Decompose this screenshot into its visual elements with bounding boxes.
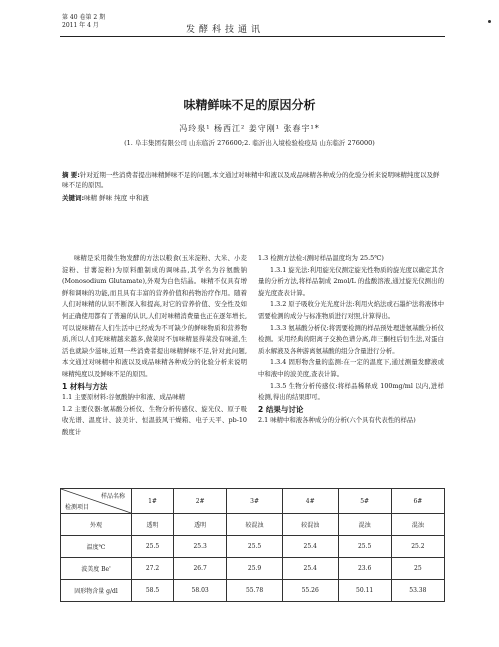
table-row xyxy=(61,558,445,580)
row-label: 固形物含量 g/dl xyxy=(61,580,132,602)
table-cell: 53.38 xyxy=(391,580,444,602)
decorative-dot xyxy=(488,20,491,23)
results-subsection: 2.1 味精中和液各种成分的分析(六个具有代表性的样品) xyxy=(258,416,416,425)
table-cell: 27.2 xyxy=(132,558,174,580)
method-amino-acid-analyzer: 1.3.3 氨基酸分析仪:将需要检测的样品预处理进氨基酸分析仪检测。采用经典的阳离子交换色谱分离,茚三酮柱后衍生法,对蛋白质水解液及各种游离氨基酸的组分含量进行分析。 xyxy=(258,323,444,355)
results-table xyxy=(60,488,445,602)
sample-header: 4# xyxy=(282,489,338,514)
method-biosensor: 1.3.5 生物分析传感仪:将样品稀释成 100mg/ml 以内,进样检测,得出的结果即可。 xyxy=(258,381,444,402)
table-cell: 25.9 xyxy=(227,558,283,580)
journal-name: 发酵科技通讯 xyxy=(186,25,265,35)
table-cell: 较混浊 xyxy=(282,514,338,536)
instruments-item: 1.2 主要仪器:氨基酸分析仪、生物分析传感仪、旋光仪、原子吸收光谱、温度计、波美计、恒温鼓风干燥箱、电子天平、pb-10 酸度计 xyxy=(62,404,247,436)
table-corner-cell xyxy=(61,489,132,514)
issue-info xyxy=(62,14,105,30)
corner-bottom-label: 检测项目 xyxy=(65,504,90,511)
keywords-text: 味精 鲜味 纯度 中和液 xyxy=(84,194,149,202)
table-cell: 透明 xyxy=(174,514,227,536)
sample-header: 5# xyxy=(338,489,391,514)
table-header-row xyxy=(61,489,445,514)
abstract xyxy=(62,170,442,190)
row-label: 波美度 Be' xyxy=(61,558,132,580)
table-cell: 混浊 xyxy=(391,514,444,536)
table-cell: 混浊 xyxy=(338,514,391,536)
table-cell: 58.03 xyxy=(174,580,227,602)
method-solids-content: 1.3.4 固形物含量的监测:在一定的温度下,通过测量发酵液或中和液中的波美度,查表计算。 xyxy=(258,358,444,378)
paper-title: 味精鲜味不足的原因分析 xyxy=(183,98,316,112)
authors: 冯玲泉¹ 杨西江² 姜守刚¹ 张春宇¹* xyxy=(179,124,320,133)
table-cell: 25.3 xyxy=(174,536,227,558)
method-optical-rotation: 1.3.1 旋光法:利用旋光仪测定旋光性物质的旋光度以确定其含量的分析方法,将样品制成 2mol/L 的盐酸溶液,通过旋光仪测出的旋光度查表计算。 xyxy=(258,265,444,297)
table-cell: 25.2 xyxy=(391,536,444,558)
table-cell: 55.26 xyxy=(282,580,338,602)
volume-issue: 第 40 卷第 2 期 xyxy=(62,14,106,21)
keywords xyxy=(62,193,442,202)
method-heading: 1.3 检测方法检:(测时样品温度均为 25.5℃) xyxy=(258,254,384,262)
table-row xyxy=(61,536,445,558)
table-cell: 25.5 xyxy=(227,536,283,558)
table-cell: 58.5 xyxy=(132,580,174,602)
sample-header: 3# xyxy=(227,489,283,514)
sample-header: 6# xyxy=(391,489,444,514)
affiliation: (1. 阜丰集团有限公司 山东临沂 276600;2. 临沂出入境检验检疫局 山东临沂 276000) xyxy=(124,139,375,147)
abstract-label: 摘 要: xyxy=(62,171,80,179)
row-label: 外观 xyxy=(61,514,132,536)
table-cell: 26.7 xyxy=(174,558,227,580)
table-cell: 25.4 xyxy=(282,536,338,558)
table-cell: 透明 xyxy=(132,514,174,536)
corner-top-label: 样品名称 xyxy=(100,493,125,500)
intro-paragraph: 味精是采用微生物发酵的方法以粮食(玉米淀粉、大米、小麦淀粉、甘薯淀粉)为原料酿制成的调味品,其学名为谷氨酸钠(Monosodium Glutamate),外观为白色结晶。味精不仅具有增鲜和调味的功能,而且具有丰富的营养价值和药物治疗作用。随着人们对味精的认识不断深入和提高,对它的营养价值、安全性及如何正确使用都有了普遍的认识,人们对味精消费量也正在逐年增长,可以说味精在人们生活中已经成为不可缺少的鲜味物质和营养物质,所以人们吃味精越来越多,做菜时不加味精显得菜没有味道,生活也就缺少滋味,近期一些消费者提出味精鲜味不足,针对此问题,本文通过对味精中和液以及成品味精各种成分的化验分析来说明味精纯度以及鲜味不足的原因。 xyxy=(62,254,247,378)
section-heading-results: 2 结果与讨论 xyxy=(258,404,304,414)
table-cell: 25.5 xyxy=(132,536,174,558)
table-cell: 23.6 xyxy=(338,558,391,580)
table-cell: 较混浊 xyxy=(227,514,283,536)
right-column xyxy=(258,253,444,427)
sample-header: 2# xyxy=(174,489,227,514)
header-rule xyxy=(60,36,445,37)
table-cell: 25.4 xyxy=(282,558,338,580)
method-atomic-absorption: 1.3.2 原子吸收分光光度计法:利用火焰法或石墨炉法将液体中需要检测的成分与标准物质进行对照,计算得出。 xyxy=(258,300,444,320)
abstract-text: 针对近期一些消费者提出味精鲜味不足的问题,本文通过对味精中和液以及成品味精各种成分的化验分析来说明味精纯度以及鲜味不足的原因。 xyxy=(62,171,440,189)
table-cell: 25 xyxy=(391,558,444,580)
table-cell: 55.78 xyxy=(227,580,283,602)
table-row xyxy=(61,580,445,602)
keywords-label: 关键词: xyxy=(62,194,85,202)
left-column xyxy=(62,253,247,439)
sample-header: 1# xyxy=(132,489,174,514)
materials-item: 1.1 主要原材料:谷氨酸钠中和液、成品味精 xyxy=(62,393,185,402)
section-heading-materials: 1 材料与方法 xyxy=(62,381,108,391)
table-cell: 25.5 xyxy=(338,536,391,558)
publication-date: 2011 年 4 月 xyxy=(62,22,99,29)
table-cell: 50.11 xyxy=(338,580,391,602)
row-label: 温度℃ xyxy=(61,536,132,558)
table-row xyxy=(61,514,445,536)
